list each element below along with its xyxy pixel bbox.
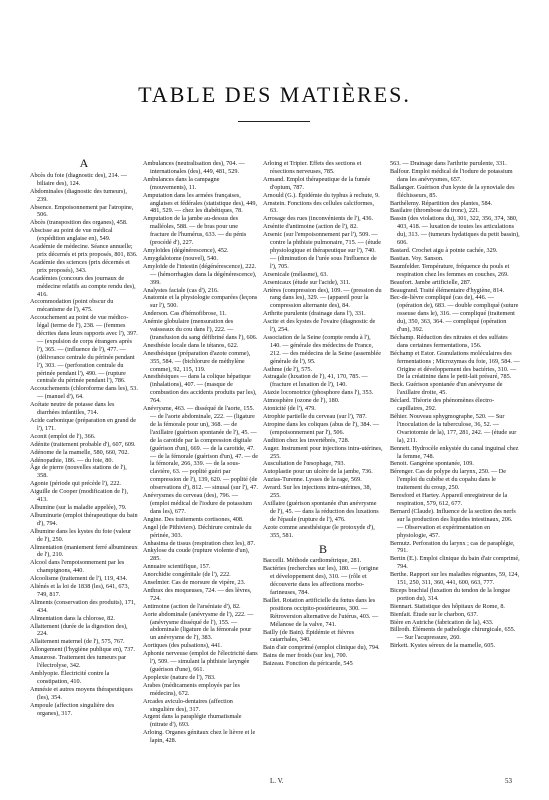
- index-entry: Bains de mer froids (sur les), 700.: [263, 652, 348, 660]
- index-entry: Amyloïdes (dégénérescence), 452.: [143, 246, 229, 254]
- index-entry: Arsenicale (mélasme), 63.: [263, 270, 328, 278]
- index-entry: Arloing et Tripier. Effets des sections et résections nerveuses, 785.: [263, 160, 362, 175]
- index-entry: Artères (compression des), 109. — (pression du rang dans les), 329. — (appareil pour la compression alternante des), 84.: [263, 286, 382, 310]
- index-entry: Abdominales (diagnostic des tumeurs), 239.: [30, 187, 127, 203]
- index-entry: Balfour. Emploi médical de l'iodure de potassium dans les anévrysmes, 657.: [390, 167, 513, 183]
- index-entry: Atropine dans les coliques (abus de l'), 384. — (empoisonnement par l'), 506.: [263, 420, 379, 436]
- index-entry: Arabes (médicaments employés par les médecins), 672.: [143, 681, 240, 697]
- index-entry: Allaitement (durée de la digestion des), 224.: [30, 622, 128, 638]
- index-entry: Auscultation de l'œsophage, 793.: [263, 460, 346, 468]
- index-entry: Astragale (luxation de l'), 41, 170, 785. — (fracture et luxation de l'), 140.: [263, 373, 368, 389]
- index-entry: Albumine dans les kystes du foie (valeur de l'), 250.: [30, 527, 132, 543]
- index-entry: Avrard. Sur les injections intra-utérines, 38, 255.: [263, 484, 372, 500]
- index-entry: Académie de médecine. Séance annuelle; prix décernés et prix proposés, 801, 836.: [30, 243, 138, 258]
- footer-signature: L. V.: [270, 777, 284, 785]
- index-entry: Anatomie et la physiologie comparées (leçons sur l'), 500.: [143, 294, 258, 310]
- index-entry: Anesthésiques — dans la colique hépatique (inhalations), 407. — (masque de combustion des accidents produits par les), 764.: [143, 373, 257, 405]
- index-entry: Béhier. Nouveau sphygmographe, 520. — Sur l'inoculation de la tuberculose, 36, 52. — Ovariotomie de la), 177, 281, 242. — (étude sur la), 211.: [390, 413, 517, 444]
- index-entry: Biceps brachial (luxation du tendon de la longue portion du), 314.: [390, 586, 511, 602]
- index-entry: Association de la Seine (compte rendu à l'), 140. — générale des médecins de France, 212. — des médecins de la Seine (assemblée générale de l'), 95.: [263, 333, 381, 365]
- index-column-3: [263, 160, 383, 668]
- index-entry: Barthélemy. Répartition des plantes, 584.: [390, 199, 493, 207]
- index-entry: Amputation de la jambe au-dessus des malléoles, 588. — de bras pour une fracture de l'humérus, 633. — du pénis (procédé d'), 227.: [143, 215, 247, 247]
- index-entry: Axillaire (guérison spontanée d'un anévrysme de l'), 45. — dans la réduction des luxations de l'épaule (rupture de l'), 476.: [263, 499, 379, 523]
- index-entry: Bérenger. Cas de polype du larynx, 250. — De l'emploi du cubèbe et du copahu dans le traitement du croup, 250.: [390, 468, 506, 492]
- index-entry: Baccelli. Méthode cardiométrique, 281.: [263, 557, 362, 565]
- index-entry: Anesthésie locale dans le tétanos, 622.: [143, 341, 239, 349]
- index-entry: Azote comme anesthésique (le protoxyde d'), 355, 581.: [263, 523, 375, 539]
- index-entry: Arrosage des rues (inconvénients de l'), 436.: [263, 215, 374, 223]
- index-entry: Analystes faciale (cas d'), 216.: [143, 286, 219, 294]
- index-entry: Aliments (conservation des produits), 171, 434.: [30, 598, 136, 614]
- index-column-4: [390, 160, 520, 650]
- index-entry: Baizeau. Fonction du péricarde, 545: [263, 660, 353, 668]
- index-entry: Bennett. Hydrocèle enkystée du canal inguinal chez la femme, 748.: [390, 444, 519, 460]
- index-entry: Anselmier. Cas de morsure de vipère, 23.: [143, 579, 246, 587]
- index-entry: Arthrite purulente (drainage dans l'), 331.: [263, 310, 366, 318]
- index-entry: Alimentation (maniement ferré albumineux de l'), 210.: [30, 543, 138, 559]
- entry-list: [30, 172, 138, 718]
- index-entry: Amputation dans les armées françaises, anglaises et fédérales (statistique des), 449, 481, 529. — chez les diabétiques, 78.: [143, 191, 258, 215]
- section-letter-a: A: [79, 156, 89, 170]
- index-entry: Biennart. Statistique des hôpitaux de Rome, 8.: [390, 602, 505, 610]
- index-entry: Bastian. Voy. Sanson.: [390, 254, 444, 262]
- index-entry: Ankylose du coude (rupture violente d'un), 285.: [143, 547, 250, 563]
- section-letter-b: B: [318, 541, 327, 556]
- index-entry: Autoplastie pour un ulcère de la jambe, 736.: [263, 468, 373, 476]
- index-entry: Bernutz. Perforation du larynx ; cas de paraplégie, 791.: [390, 539, 515, 555]
- index-entry: Aorte abdominale (anévrysme de l'), 222. — (anévrysme disséqué de l'), 155. — abdominale (ligature de la fémorale pour un anévrysme de l'), 383.: [143, 610, 254, 642]
- entry-list: [263, 160, 383, 540]
- index-entry: Atonicité (de l'), 479.: [263, 405, 316, 413]
- index-entry: Anévrysme, 463. — disséqué de l'aorte, 155. — de l'aorte abdominale, 222. — (ligature de la fémorale pour un), 368. — de l'axillaire (guérison spontanée de l'), 45. — de la carotide par la compression digitale (guérison d'un), 669. — de la carotide, 47. — de la fémorale (guérison d'un), 47. — de la fémorale, 266, 339. — de la sous-clavière, 63. — poplité guéri par compression de l'), 139, 620. — poplité (de observations d'), 812. — sinusal (sur l'), 47.: [143, 405, 258, 492]
- index-entry: Anesthésique (préparation d'azote comme), 355, 584. — (bichlorure de méthylène comme), 92, 115, 119.: [143, 349, 251, 373]
- index-entry: Bière en Autriche (fabrication de la), 433.: [390, 618, 494, 626]
- index-entry: Accouchements (chloroforme dans les), 53. — (manuel d'), 64.: [30, 385, 138, 401]
- index-entry: Atrophie partielle du cerveau (sur l'), 787.: [263, 413, 367, 420]
- index-entry: Acétate neutre de potasse dans les diarrhées infantiles, 714.: [30, 401, 115, 417]
- index-entry: Abcès (transposition des organes), 458.: [30, 219, 128, 227]
- index-entry: Anhasima de tissus (respiration chez les), 87.: [143, 539, 256, 547]
- index-entry: Bienfait. Étude sur le charbon, 637.: [390, 610, 478, 618]
- index-column-1: [30, 156, 138, 717]
- index-entry: Beaugrand. Traité élémentaire d'hygiène, 814.: [390, 286, 505, 294]
- index-entry: Bec-de-lièvre compliqué (cas de), 446. — (opération de), 683. — double compliqué (suture osseuse dans le), 316. — compliqué (traitement du), 350, 363, 364. — compliqué (opération d'un), 392.: [390, 294, 519, 334]
- index-entry: Bailly (de Bain). Épidémie et fièvres catarrhales, 340.: [263, 628, 355, 644]
- index-entry: Beaufort. Jambe artificielle, 287.: [390, 278, 472, 286]
- index-entry: Arcades aviculo-dentaires (affection singulière des), 317.: [143, 697, 233, 713]
- index-entry: Ambulances (neutralisation des), 704. — internationales (des), 449, 481, 529.: [143, 160, 245, 175]
- index-entry: Angine. Des traitements cortisones, 408.: [143, 515, 244, 523]
- index-entry: Amyloïde de l'intestin (dégénérescence), 222. — (hémorrhagies dans la dégénérescence), 399.: [143, 262, 257, 286]
- title-rule: [238, 121, 310, 122]
- index-entry: Aconit (emploi de l'), 366.: [30, 432, 96, 440]
- entry-list: [390, 160, 520, 650]
- index-entry: Allongement (l'hygiène publique en), 737.: [30, 646, 135, 654]
- index-entry: Agonie (période qui précède l'), 222.: [30, 480, 121, 488]
- page-number: 53: [505, 777, 512, 785]
- index-entry: Béchamp. Réduction des nitrates et des sulfates dans certaines fermentations, 156.: [390, 333, 508, 349]
- index-entry: Bastard. Crochet aigu à pointe cachée, 329.: [390, 246, 498, 254]
- index-entry: Amblyopie. Électricité contre la constipation, 410.: [30, 670, 110, 685]
- index-entry: Ataxie locomotrice (phosphore dans l'), 353.: [263, 389, 374, 397]
- index-entry: Arnstein. Fonctions des cellules calciformes, 63.: [263, 199, 375, 215]
- index-entry: Ballanger. Guérison d'un kyste de la synoviale des fléchisseurs, 85.: [390, 183, 515, 199]
- index-column-2: [143, 160, 258, 745]
- index-entry: Acide carbonique (préparation en grand de l'), 171.: [30, 417, 136, 432]
- index-entry: Arsénite d'antimoine (action de l'), 82.: [263, 223, 358, 231]
- index-entry: Allaitement maternel (de l'), 575, 767.: [30, 638, 125, 646]
- index-entry: Beresford et Hartey. Appareil enregistreur de la respiration, 579, 612, 677.: [390, 492, 508, 507]
- index-entry: Abscisse au point de vue médical (expédition anglaise en), 549.: [30, 227, 113, 243]
- index-entry: Anthrax des moqueuses, 724. — des lèvres, 724.: [143, 586, 252, 602]
- index-entry: Amygdalotome (nouvel), 540.: [143, 254, 218, 262]
- index-entry: Béclard. Théorie des phénomènes électro-capillaires, 292.: [390, 397, 495, 413]
- index-entry: Baillet. Rotation artificielle du fœtus dans les positions occipito-postérieures, 300. — Rétroversion alternative de l'utérus, 403. — Mélanose de la valve, 741.: [263, 596, 379, 628]
- index-entry: Aliénés et la loi de 1838 (les), 641, 673, 749, 817.: [30, 583, 130, 598]
- index-entry: Aphonie nerveuse (emploi de l'électricité dans l'), 509. — simulant la phthisie laryngée (guérison d'une), 661.: [143, 650, 258, 673]
- index-entry: Armand. Emploi thérapeutique de la fumée d'opium, 787.: [263, 175, 371, 191]
- entry-list-b: [263, 557, 383, 668]
- entry-list: [143, 160, 258, 745]
- index-entry: Adénite (traitement probable d'), 607, 609.: [30, 440, 136, 448]
- index-entry: Arnould (G.). Épidémie du typhus à rechute, 9.: [263, 191, 380, 199]
- index-entry: Auzias-Turenne. Lysses de la rage, 569.: [263, 476, 362, 484]
- index-entry: Ascite et des kystes de l'ovaire (diagnostic de l'), 254.: [263, 318, 376, 334]
- index-entry: Bernard (Claude). Influence de la section des nerfs sur la production des liquides intestinaux, 206. — Observation et expérimentation en physiologie, 457.: [390, 507, 516, 539]
- index-entry: Arsenicaux (étude sur l'acide), 311.: [263, 278, 351, 286]
- index-entry: Béchamp et Estor. Granulations moléculaires des fermentations ; Microzymas du foie, 169, 584. — Origine et développement des bactéries, 310. — De la créatinine dans le petit-lait présuré, 785.: [390, 349, 520, 381]
- index-entry: Billroth. Éléments de pathologie chirurgicale, 655. — Sur l'acupressure, 260.: [390, 626, 516, 642]
- index-entry: Argent dans la paraplégie rhumatismale (nitrate d'), 693.: [143, 713, 242, 729]
- index-entry: Basilaire (thrombose du tronc), 221.: [390, 207, 480, 215]
- index-entry: Asthme (de l'), 575.: [263, 365, 313, 373]
- index-entry: Anévrysmes du cerveau (des), 796. — (emploi médical de l'iodure de potassium dans les), 677.: [143, 492, 252, 515]
- index-entry: Amnésie et autres moyens thérapeutiques (les), 354.: [30, 685, 133, 701]
- index-entry: Alimentation dans la chlorose, 82.: [30, 614, 115, 622]
- index-entry: Benoit. Gangrène spontanée, 109.: [390, 460, 474, 468]
- index-entry: Abcès du foie (diagnostic des), 214. — biliaire des), 124.: [30, 171, 127, 187]
- index-entry: Apoplexie (nature de l'), 783.: [143, 673, 216, 681]
- index-entry: Auger. Instrument pour injections intra-utérines, 255.: [263, 444, 383, 460]
- index-entry: Birkett. Kystes séreux de la mamelle, 605.: [390, 642, 495, 650]
- index-entry: Arsenic (sur l'empoisonnement par l'), 509. — contre la phthisie pulmonaire, 715. — (étude physiologique et thérapeutique sur l'), 740. — (diminution de l'urée sous l'influence de l'), 705.: [263, 231, 382, 270]
- index-entry: Absence. Empoisonnement par l'atropine, 506.: [30, 203, 134, 219]
- index-entry: Ambulances dans la campagne (mouvements), 11.: [143, 175, 220, 191]
- index-entry: Arloing. Organes génitaux chez le lièvre et le lapin, 428.: [143, 729, 256, 745]
- index-entry: Académies (concours des journaux de médecine relatifs au compte rendu des), 416.: [30, 274, 136, 298]
- index-entry: 563. — Drainage dans l'arthrite purulente, 331.: [390, 160, 507, 167]
- index-entry: Angel (de Pithiviers). Déchirure centrale du périnée, 303.: [143, 523, 252, 539]
- index-entry: Alcool dans l'empoisonnement par les champignons, 440.: [30, 559, 125, 575]
- index-entry: Audition chez les invertébrés, 728.: [263, 436, 350, 444]
- index-entry: Berthe. Rapport sur les maladies régnantes, 59, 124, 151, 250, 311, 360, 441, 600, 663, 777.: [390, 571, 520, 587]
- index-entry: Annuaire scientifique, 157.: [143, 563, 211, 571]
- index-entry: Aortiques (des pulsations), 441.: [143, 642, 222, 650]
- index-entry: Ampoule (affection singulière des organes), 317.: [30, 701, 115, 717]
- index-entry: Anderson. Cas d'hémofibrose, 11.: [143, 310, 227, 318]
- index-entry: Adénopathie, 186. — du foie, 80.: [30, 456, 113, 464]
- page-title: TABLE DES MATIÈRES.: [138, 82, 411, 107]
- index-entry: Bactéries (recherches sur les), 180. — (origine et développement des), 310. — (rôle et découverte dans les affections morbo-farineuses, 784.: [263, 565, 379, 597]
- index-entry: Accommodation (point obscur du mécanisme de l'), 475.: [30, 298, 114, 314]
- index-entry: Âge de pierre (nouvelles stations de l'), 358.: [30, 464, 127, 480]
- index-entry: Anorchidie congénitale (de l'), 222.: [143, 571, 231, 579]
- index-entry: Alcoolisme (traitement de l'), 119, 434.: [30, 575, 128, 583]
- index-entry: Anémie globulaire (mensuration des vaisseaux du cou dans l'), 222. — (transfusion du sang défibriné dans l'), 606.: [143, 318, 258, 341]
- index-entry: Accouchement au point de vue médico-légal (terme de l'), 238. — (femmes décrites dans leurs rapports avec l'), 397. — (expulsion de corps étrangers après l'), 365. — (influence de l'), 477. — (délivrance centrale du périnée pendant l'), 303. — (perforation centrale du périnée pendant l'), 490. — (rupture centrale du périnée pendant l'), 786.: [30, 314, 138, 385]
- index-entry: Aiguille de Cooper (modification de l'), 413.: [30, 488, 129, 504]
- index-entry: Adénome de la mamelle, 580, 660, 702.: [30, 448, 129, 456]
- index-entry: Bertin (E.). Emploi clinique du bain d'air comprimé, 794.: [390, 555, 520, 571]
- index-entry: Antimoine (action de l'arséniate d'), 82.: [143, 602, 241, 610]
- index-entry: Bain d'air comprimé (emploi clinique du), 794.: [263, 644, 380, 652]
- index-entry: Baumfelder. Température, fréquence du pouls et respiration chez les femmes en couches, 269.: [390, 262, 510, 278]
- index-entry: Amaurose. Traitement des tumeurs par l'électrolyse, 342.: [30, 654, 127, 670]
- index-entry: Albuminurie (emploi thérapeutique du bain d'), 794.: [30, 511, 138, 527]
- index-entry: Albumine (sur la maladie appelée), 79.: [30, 503, 127, 511]
- index-entry: Beck. Guérison spontanée d'un anévrysme de l'axillaire droite, 45.: [390, 381, 503, 397]
- index-entry: Atmosphère (ozone de l'), 180.: [263, 397, 340, 405]
- index-entry: Académie des sciences (prix décernés et prix proposés), 343.: [30, 258, 130, 274]
- index-entry: Bassin (des violations du), 301, 322, 356, 374, 380, 403, 418. — luxation de toutes les articulations du), 313. — (tumeurs hydatiques du petit bassin), 606.: [390, 215, 520, 247]
